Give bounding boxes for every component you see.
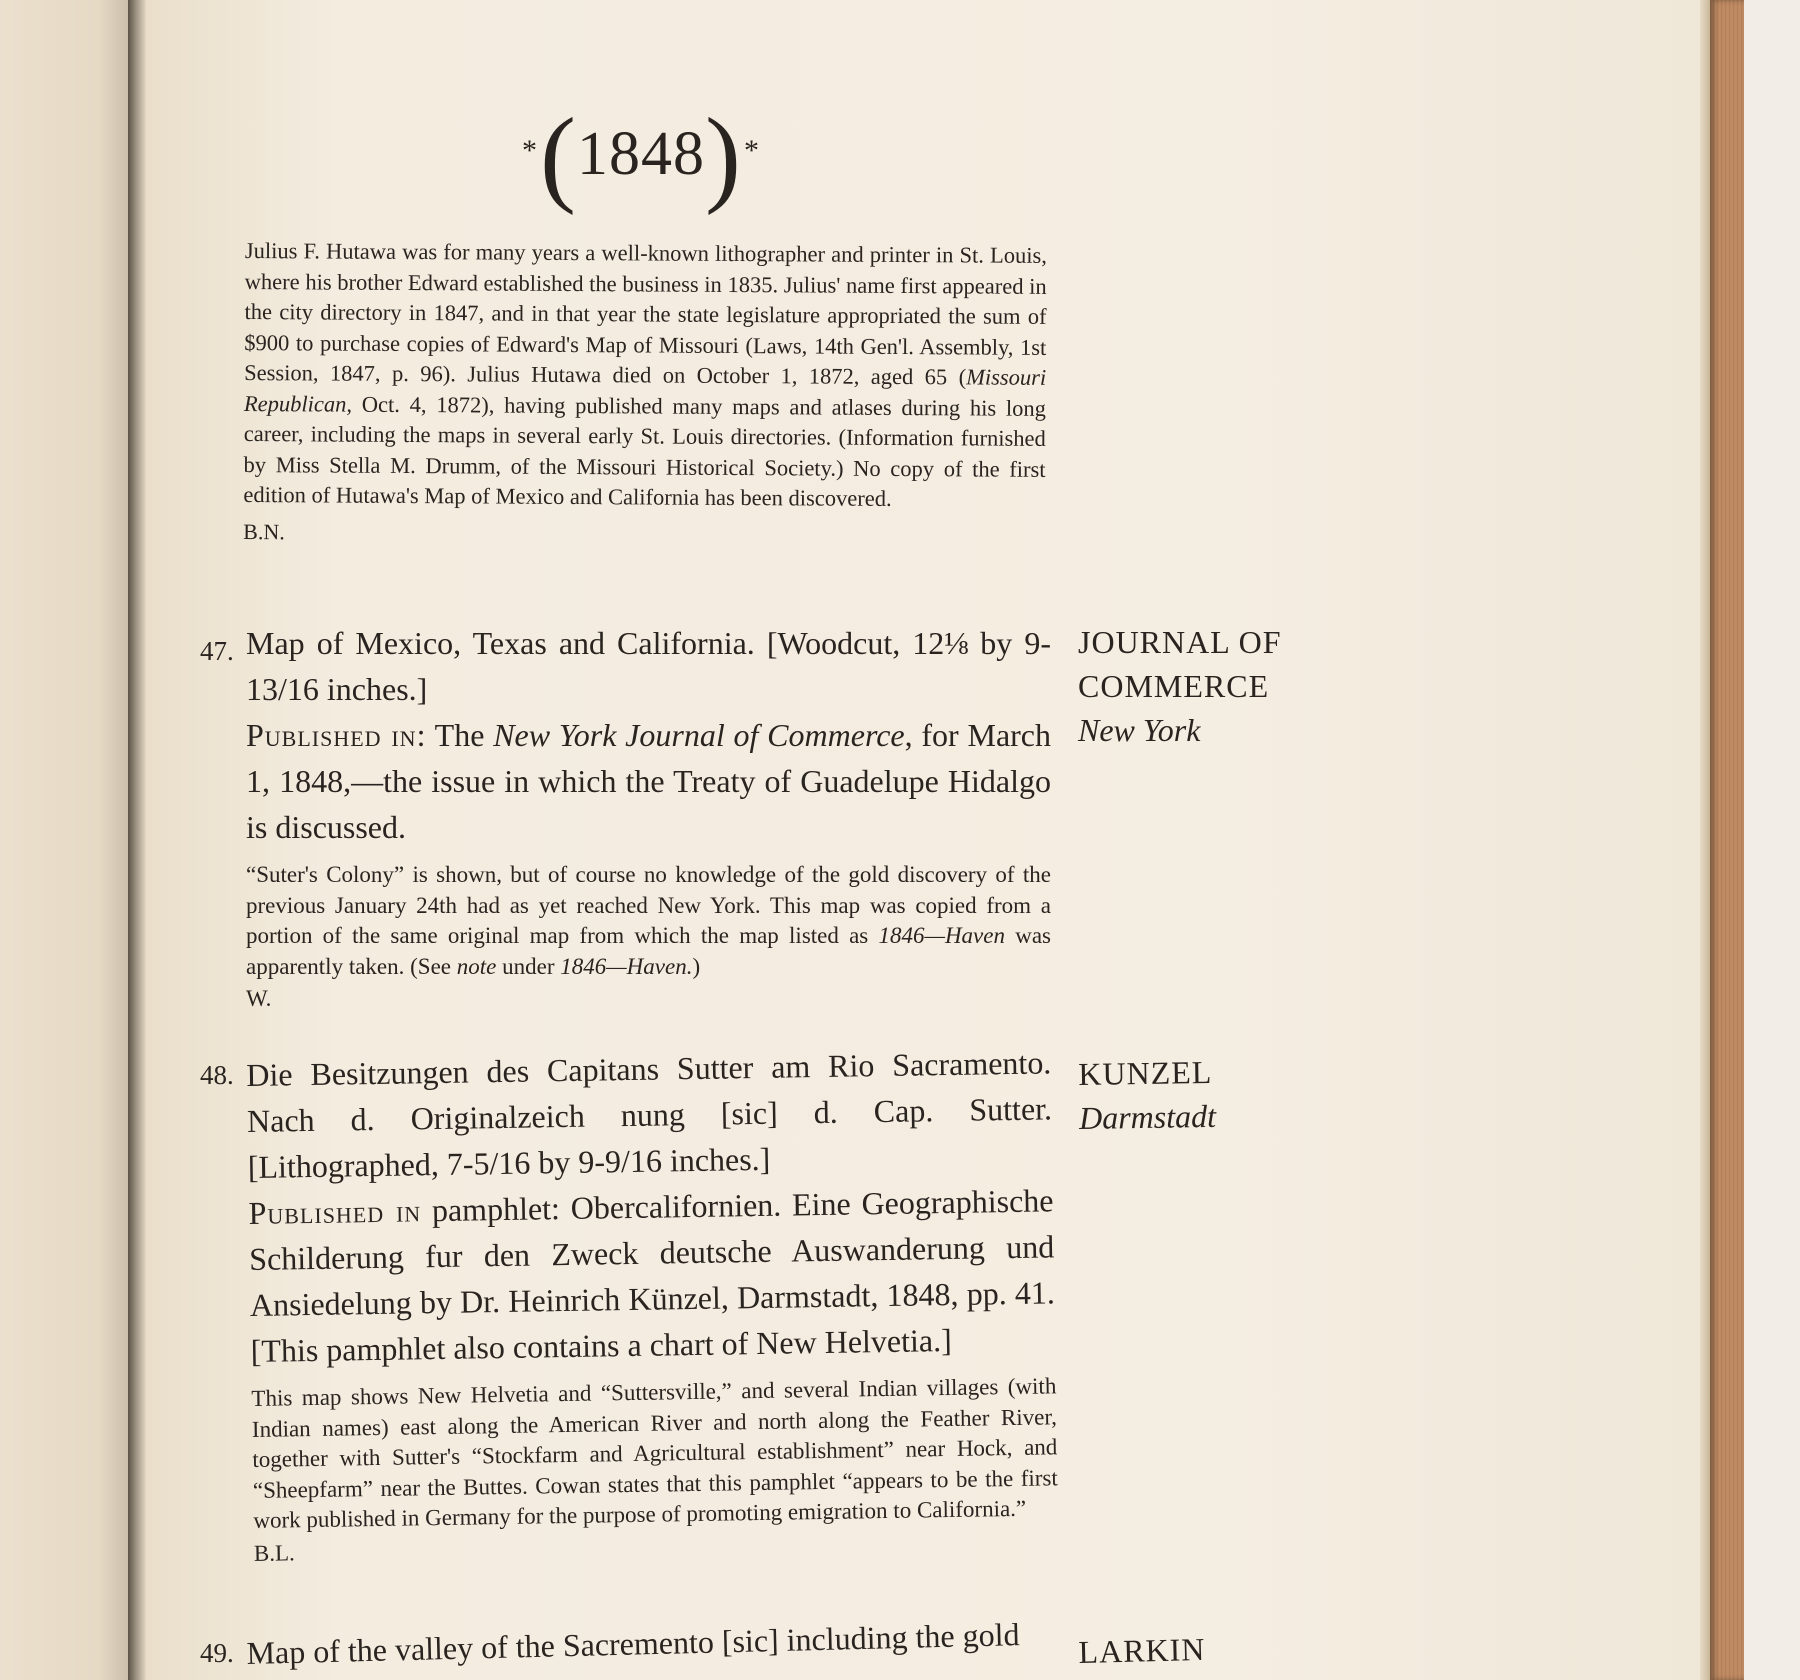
- pub-italic: New York Journal of Commerce: [493, 717, 905, 753]
- published-in-label: Published in: [248, 1192, 422, 1231]
- publisher-name: JOURNAL OF: [1078, 624, 1282, 660]
- publisher-name: COMMERCE: [1078, 668, 1270, 704]
- pub-text: pamphlet: Obercalifornien. Eine Geographische Schilderung fur den Zweck deutsche Auswanderung und Ansiedelung by Dr. Heinrich Künzel, Darmstadt, 1848, pp. 41. [This pamphlet also contains a chart of New Helvetia.]: [248, 1182, 1056, 1369]
- published-in-label: Published in:: [246, 717, 427, 753]
- close-paren: ): [704, 97, 742, 216]
- entry-number: 49.: [200, 1638, 234, 1668]
- entry-published-in: [246, 712, 1051, 850]
- note-text-part: was apparently taken. (See: [246, 923, 1051, 979]
- publisher-place: Darmstadt: [1078, 1097, 1217, 1136]
- entry-title: Map of the valley of the Sacremento [sic] including the gold: [246, 1616, 1020, 1671]
- year-note: [243, 236, 1047, 552]
- entry-number: 48.: [200, 1060, 234, 1090]
- note-italic-part: 1846—Haven: [878, 923, 1005, 948]
- left-page-edge: [0, 0, 140, 1680]
- note-text-part: “Suter's Colony” is shown, but of course no knowledge of the gold discovery of the previous January 24th had as yet reached New York. This map was copied from a portion of the same original map from which the map listed as: [246, 862, 1051, 948]
- entry-publisher: [1078, 620, 1358, 752]
- open-paren: (: [540, 97, 577, 216]
- entry-publisher: [1078, 1048, 1359, 1140]
- entry-publisher: [1078, 1623, 1359, 1674]
- entry-note: This map shows New Helvetia and “Suttersville,” and several Indian villages (with Indian names) east along the American River and north along the Feather River, together with Sutter's “Stockfarm and Agricultural establishment” near Hock, and “Sheepfarm” near the Buttes. Cowan states that this pamphlet “appears to be the first work published in Germany for the purpose of promoting emigration to California.”: [251, 1373, 1058, 1533]
- star-ornament: *: [743, 134, 760, 167]
- note-text-part: Julius F. Hutawa was for many years a well-known lithographer and printer in St. Louis, where his brother Edward established the business in 1835. Julius' name first appeared in the city directory in 1847, and in that year the state legislature appropriated the sum of $900 to purchase copies of Edward's Map of Missouri (Laws, 14th Gen'l. Assembly, 1st Session, 1847, p. 96). Julius Hutawa died on October 1, 1872, aged 65 (: [244, 237, 1047, 390]
- entry-body: [246, 1039, 1059, 1568]
- year-text: 1848: [576, 120, 705, 188]
- entry-note: [246, 860, 1051, 982]
- pub-text: The: [426, 717, 494, 753]
- entry-title: Map of Mexico, Texas and California. [Woodcut, 12⅛ by 9-13/16 inches.]: [246, 625, 1051, 707]
- book-cover-edge: [1710, 0, 1744, 1680]
- publisher-name: LARKIN: [1078, 1630, 1206, 1670]
- entry-title: Die Besitzungen des Capitans Sutter am Rio Sacramento. Nach d. Originalzeich nung [sic] d. Cap. Sutter. [Lithographed, 7-5/16 by 9-9/16 inches.]: [246, 1044, 1053, 1185]
- entry-number: 47.: [200, 636, 234, 666]
- note-source: B.N.: [243, 518, 285, 544]
- background-surface: [1744, 0, 1800, 1680]
- year-note-text: [243, 236, 1047, 515]
- publisher-place: New York: [1078, 712, 1201, 748]
- star-ornament: *: [522, 134, 538, 167]
- pub-text: , for March 1, 1848,—the issue in which the Treaty of Guadelupe Hidalgo is discussed.: [246, 717, 1051, 845]
- book-gutter: [128, 0, 146, 1680]
- note-italic-part: Missouri Republican,: [243, 364, 1047, 417]
- year-heading: [520, 95, 762, 219]
- entry-source: W.: [246, 986, 272, 1011]
- note-italic-part: 1846—Haven.: [560, 953, 693, 979]
- note-text-part: under: [496, 953, 561, 979]
- entry-source: B.L.: [253, 1539, 295, 1566]
- note-text-part: ): [692, 953, 701, 979]
- note-text-part: Oct. 4, 1872), having published many maps and atlases during his long career, including the maps in several early St. Louis directories. (Information furnished by Miss Stella M. Drumm, of the Missouri Historical Society.) No copy of the first edition of Hutawa's Map of Mexico and California has been discovered.: [243, 391, 1047, 511]
- entry-body: [246, 620, 1051, 1014]
- note-italic-part: note: [456, 953, 497, 979]
- publisher-name: KUNZEL: [1078, 1053, 1213, 1092]
- page-edge: [1700, 0, 1710, 1680]
- entry-published-in: [248, 1177, 1056, 1374]
